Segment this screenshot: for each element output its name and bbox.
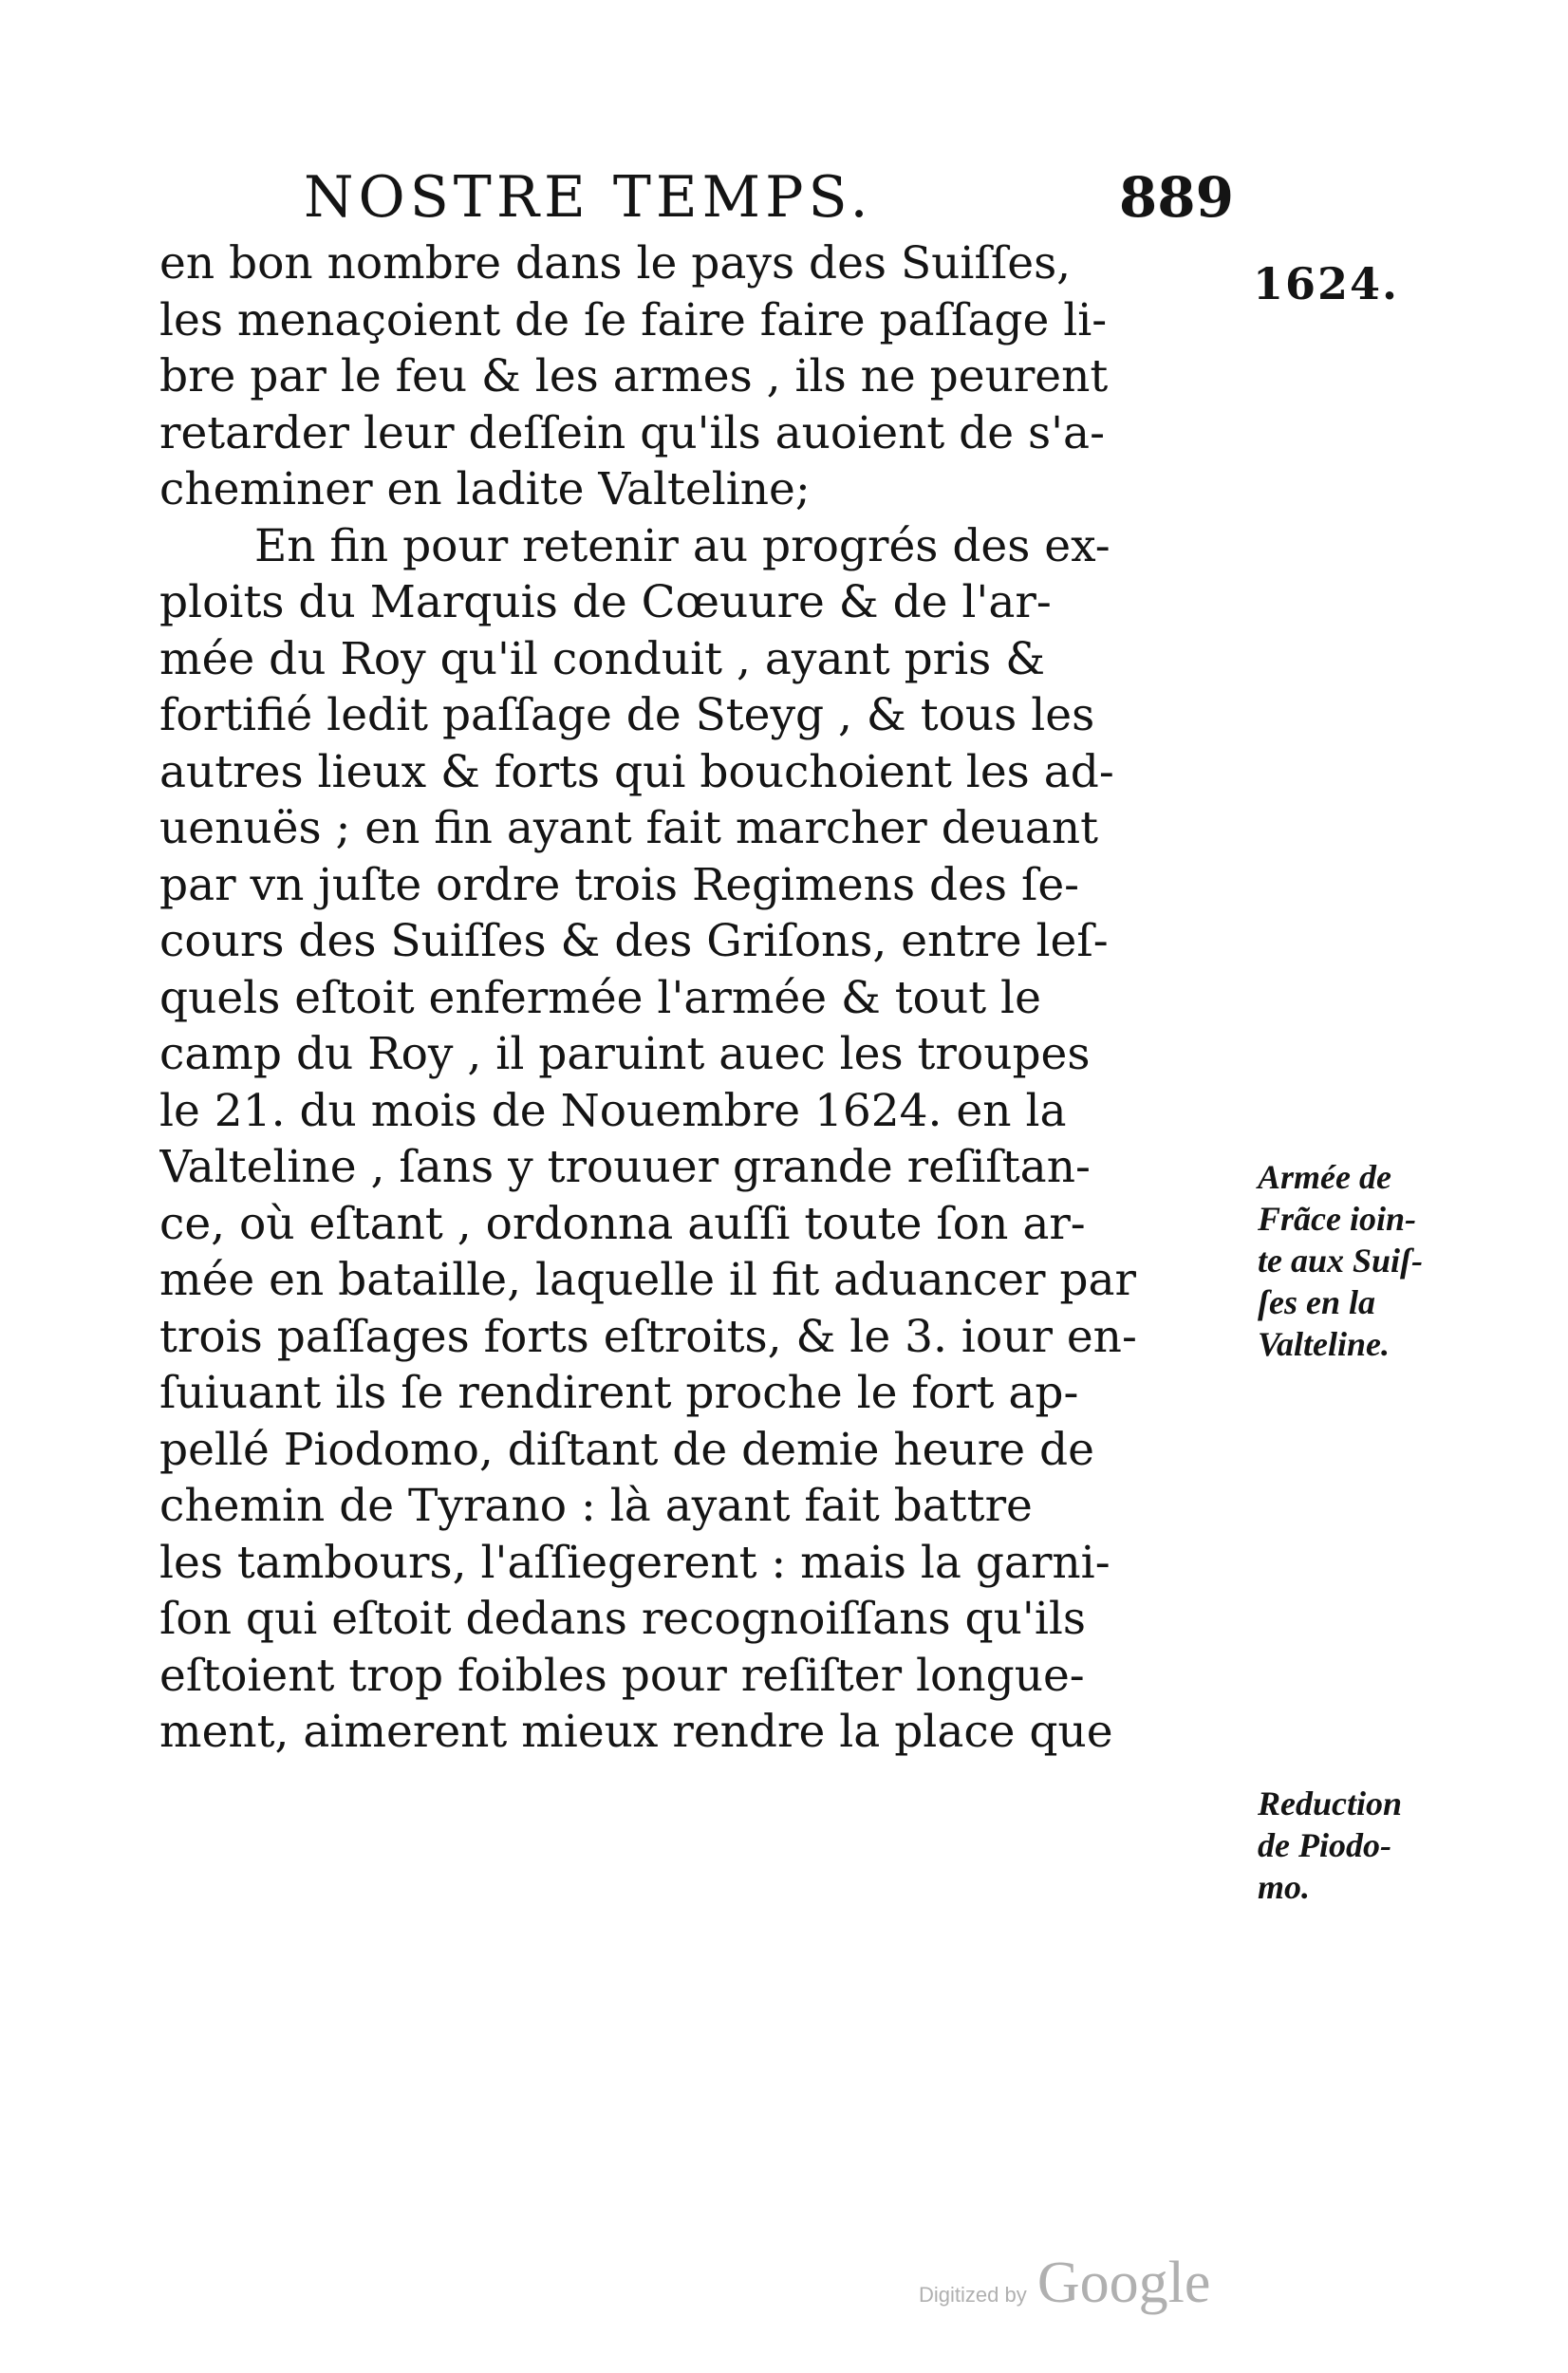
text-line: chemin de Tyrano : là ayant fait battre: [159, 1480, 1033, 1532]
margin-note-line: mo.: [1258, 1868, 1311, 1906]
text-line: uenuës ; en fin ayant fait marcher deuant: [159, 802, 1099, 854]
margin-note-line: Reduction: [1258, 1784, 1403, 1822]
text-line: par vn juſte ordre trois Regimens des ſe-: [159, 858, 1080, 911]
text-line: ſon qui eſtoit dedans recognoiſſans qu'ils: [159, 1593, 1087, 1645]
text-line: en bon nombre dans le pays des Suiſſes,: [159, 237, 1072, 290]
text-line: mée en bataille, laquelle il fit aduancer par: [159, 1254, 1136, 1306]
margin-note-line: Armée de: [1258, 1158, 1391, 1196]
margin-year: 1624.: [1253, 258, 1400, 309]
text-line: eſtoient trop foibles pour reſiſter longue-: [159, 1649, 1085, 1702]
text-line: fortifié ledit paſſage de Steyg , & tous les: [159, 689, 1095, 741]
running-head: NOSTRE TEMPS.: [304, 164, 873, 231]
margin-note-line: Frãce ioin-: [1258, 1200, 1416, 1238]
text-line: bre par le feu & les armes , ils ne peurent: [159, 350, 1109, 402]
text-line: quels eſtoit enfermée l'armée & tout le: [159, 971, 1041, 1024]
text-line: cheminer en ladite Valteline;: [159, 463, 811, 515]
margin-note-line: te aux Suiſ-: [1258, 1242, 1424, 1280]
page-number: 889: [1118, 165, 1234, 230]
text-line: le 21. du mois de Nouembre 1624. en la: [159, 1084, 1067, 1137]
margin-note-line: Valteline.: [1258, 1325, 1391, 1363]
text-line: retarder leur deſſein qu'ils auoient de s'a-: [159, 406, 1105, 459]
paragraph-start-line: En fin pour retenir au progrés des ex-: [254, 519, 1111, 572]
text-line: Valteline , ſans y trouuer grande reſiſtan-: [159, 1141, 1091, 1193]
margin-note-line: ſes en la: [1258, 1283, 1375, 1321]
margin-note-line: de Piodo-: [1258, 1826, 1391, 1864]
text-line: trois paſſages forts eſtroits, & le 3. iour en-: [159, 1310, 1137, 1363]
google-logo: Google: [1036, 2251, 1211, 2315]
text-line: cours des Suiſſes & des Griſons, entre leſ-: [159, 915, 1109, 967]
text-line: autres lieux & forts qui bouchoient les ad-: [159, 745, 1114, 798]
text-line: ment, aimerent mieux rendre la place que: [159, 1706, 1113, 1758]
text-line: les menaçoient de ſe faire faire paſſage li-: [159, 293, 1108, 346]
text-line: pellé Piodomo, diſtant de demie heure de: [159, 1423, 1094, 1476]
text-line: mée du Roy qu'il conduit , ayant pris &: [159, 632, 1046, 685]
text-line: les tambours, l'aſſiegerent : mais la garni-: [159, 1536, 1111, 1589]
text-line: ce, où eſtant , ordonna auſſi toute ſon ar-: [159, 1197, 1086, 1250]
text-line: ſuiuant ils ſe rendirent proche le fort ap-: [159, 1367, 1079, 1419]
margin-note-reduction-de-piodomo: [1258, 1783, 1542, 1908]
body-text: [159, 235, 1251, 1761]
margin-note-armee-de-france: [1258, 1156, 1542, 1365]
digitized-by-label: Digitized by: [919, 2283, 1027, 2307]
text-line: ploits du Marquis de Cœuure & de l'ar-: [159, 576, 1052, 628]
digitized-by-google-watermark: [919, 2250, 1210, 2326]
page-header: [161, 159, 1234, 235]
text-line: camp du Roy , il paruint auec les troupes: [159, 1028, 1091, 1080]
